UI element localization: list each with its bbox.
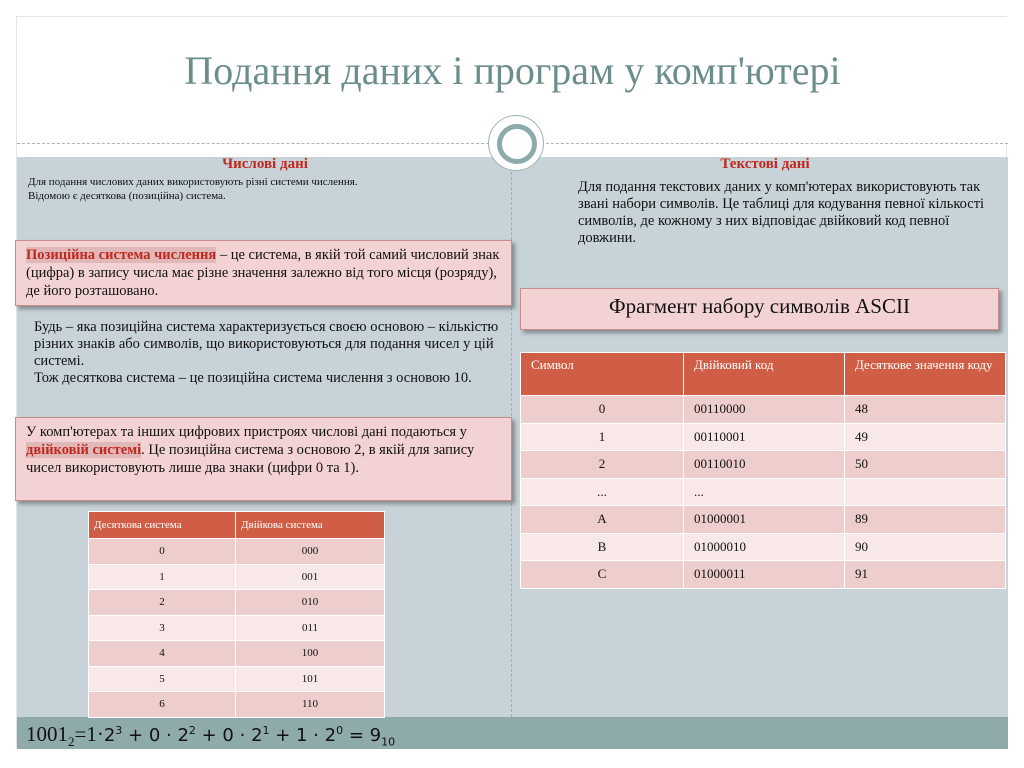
- table-row: [521, 561, 1006, 589]
- binary-code-cell: 00110010: [684, 451, 845, 479]
- formula-result: 9: [369, 725, 382, 746]
- formula-term1-exp: 3: [115, 724, 123, 737]
- decimal-cell: 0: [89, 539, 236, 565]
- formula-expansion: [103, 724, 396, 749]
- decimal-cell: 2: [89, 590, 236, 616]
- binary-code-cell: 00110000: [684, 396, 845, 424]
- formula-op3: + 1 ·: [269, 725, 325, 746]
- binary-callout-before: У комп'ютерах та інших цифрових пристроях числові дані подаються у: [26, 424, 467, 440]
- table-row: [89, 692, 385, 718]
- table-header-row: [521, 353, 1006, 396]
- binary-code-cell: 01000001: [684, 506, 845, 534]
- decimal-cell: 6: [89, 692, 236, 718]
- decimal-cell: 5: [89, 666, 236, 692]
- formula-eq: =: [343, 725, 370, 746]
- table-row: [521, 533, 1006, 561]
- table-row: [89, 590, 385, 616]
- binary-code-cell: 01000011: [684, 561, 845, 589]
- decimal-value-column-header: Десяткове значення коду: [845, 353, 1006, 396]
- symbol-column-header: Символ: [521, 353, 684, 396]
- positional-system-callout: [15, 240, 512, 306]
- binary-cell: 100: [236, 641, 385, 667]
- circle-ring: [497, 124, 537, 164]
- binary-cell: 000: [236, 539, 385, 565]
- decimal-column-header: Десяткова система: [89, 512, 236, 539]
- binary-cell: 110: [236, 692, 385, 718]
- text-data-intro: Для подання текстових даних у комп'ютерах використовують так звані набори символів. Це таблиці для кодування певної кількості символів, де кожному з них відповідає двійковий код певної довжини.: [578, 179, 985, 246]
- positional-system-definition: – це система, в якій той самий числовий знак (цифра) в запису числа має різне значення залежно від того місця (розряду), де його розташовано.: [26, 247, 500, 299]
- binary-cell: 011: [236, 615, 385, 641]
- table-row: [89, 564, 385, 590]
- symbol-cell: C: [521, 561, 684, 589]
- decimal-cell: 3: [89, 615, 236, 641]
- table-row: [521, 423, 1006, 451]
- decimal-value-cell: 50: [845, 451, 1006, 479]
- formula-term4-exp: 0: [336, 724, 344, 737]
- table-row: [89, 641, 385, 667]
- symbol-cell: A: [521, 506, 684, 534]
- decimal-value-cell: 90: [845, 533, 1006, 561]
- binary-cell: 010: [236, 590, 385, 616]
- decimal-value-cell: 48: [845, 396, 1006, 424]
- decimal-cell: 1: [89, 564, 236, 590]
- binary-callout-after: . Це позиційна система з основою 2, в якій для запису чисел використовують лише два знаки (цифри 0 та 1).: [26, 442, 475, 476]
- radix-paragraph: [34, 319, 504, 387]
- slide-title: Подання даних і програм у комп'ютері: [184, 48, 841, 93]
- ascii-table: [520, 352, 1006, 589]
- symbol-cell: 1: [521, 423, 684, 451]
- decimal-value-cell: 89: [845, 506, 1006, 534]
- formula-term1-base: 2: [103, 725, 116, 746]
- text-data-heading: Текстові дані: [720, 156, 810, 172]
- binary-cell: 001: [236, 564, 385, 590]
- decimal-cell: 4: [89, 641, 236, 667]
- numeric-intro-line1: Для подання числових даних використовують різні системи числення.: [28, 176, 358, 188]
- symbol-cell: 2: [521, 451, 684, 479]
- table-row: [521, 396, 1006, 424]
- table-row: [89, 539, 385, 565]
- binary-to-decimal-formula: [26, 722, 395, 750]
- table-row: [89, 666, 385, 692]
- symbol-cell: ...: [521, 478, 684, 506]
- decimal-value-cell: 91: [845, 561, 1006, 589]
- decimal-value-cell: [845, 478, 1006, 506]
- binary-code-cell: 00110001: [684, 423, 845, 451]
- formula-term3-exp: 1: [262, 724, 270, 737]
- binary-code-cell: ...: [684, 478, 845, 506]
- binary-column-header: Двійкова система: [236, 512, 385, 539]
- decimal-binary-table: [88, 511, 385, 718]
- formula-lead: 1001: [26, 722, 68, 746]
- binary-system-callout: [15, 417, 512, 501]
- positional-system-term: Позиційна система числення: [26, 247, 217, 263]
- formula-term4-base: 2: [324, 725, 337, 746]
- table-row: [521, 451, 1006, 479]
- table-row: [521, 478, 1006, 506]
- formula-term3-base: 2: [251, 725, 263, 746]
- formula-result-base: 10: [381, 735, 396, 749]
- formula-lead-base: 2: [68, 734, 75, 750]
- radix-paragraph-line2: Тож десяткова система – це позиційна система числення з основою 10.: [34, 370, 472, 386]
- radix-paragraph-line1: Будь – яка позиційна система характеризується своєю основою – кількістю різних знаків або символів, що використовуються для подання чисел у цій системі.: [34, 319, 499, 369]
- numeric-intro: [28, 175, 498, 203]
- symbol-cell: 0: [521, 396, 684, 424]
- symbol-cell: B: [521, 533, 684, 561]
- formula-term2-base: 2: [177, 725, 189, 746]
- formula-eq-one: =1·: [74, 722, 104, 746]
- binary-code-column-header: Двійковий код: [684, 353, 845, 396]
- decimal-value-cell: 49: [845, 423, 1006, 451]
- binary-code-cell: 01000010: [684, 533, 845, 561]
- table-row: [521, 506, 1006, 534]
- ascii-caption: Фрагмент набору символів ASCII: [520, 288, 999, 330]
- circle-emblem-icon: [488, 115, 544, 171]
- numeric-intro-line2: Відомою є десяткова (позиційна) система.: [28, 190, 226, 202]
- table-header-row: [89, 512, 385, 539]
- binary-cell: 101: [236, 666, 385, 692]
- table-row: [89, 615, 385, 641]
- binary-system-term: двійковій системі: [26, 442, 142, 458]
- numeric-data-heading: Числові дані: [222, 156, 308, 172]
- formula-op2: + 0 ·: [195, 725, 252, 746]
- formula-op1: + 0 ·: [122, 725, 178, 746]
- formula-term2-exp: 2: [188, 724, 196, 737]
